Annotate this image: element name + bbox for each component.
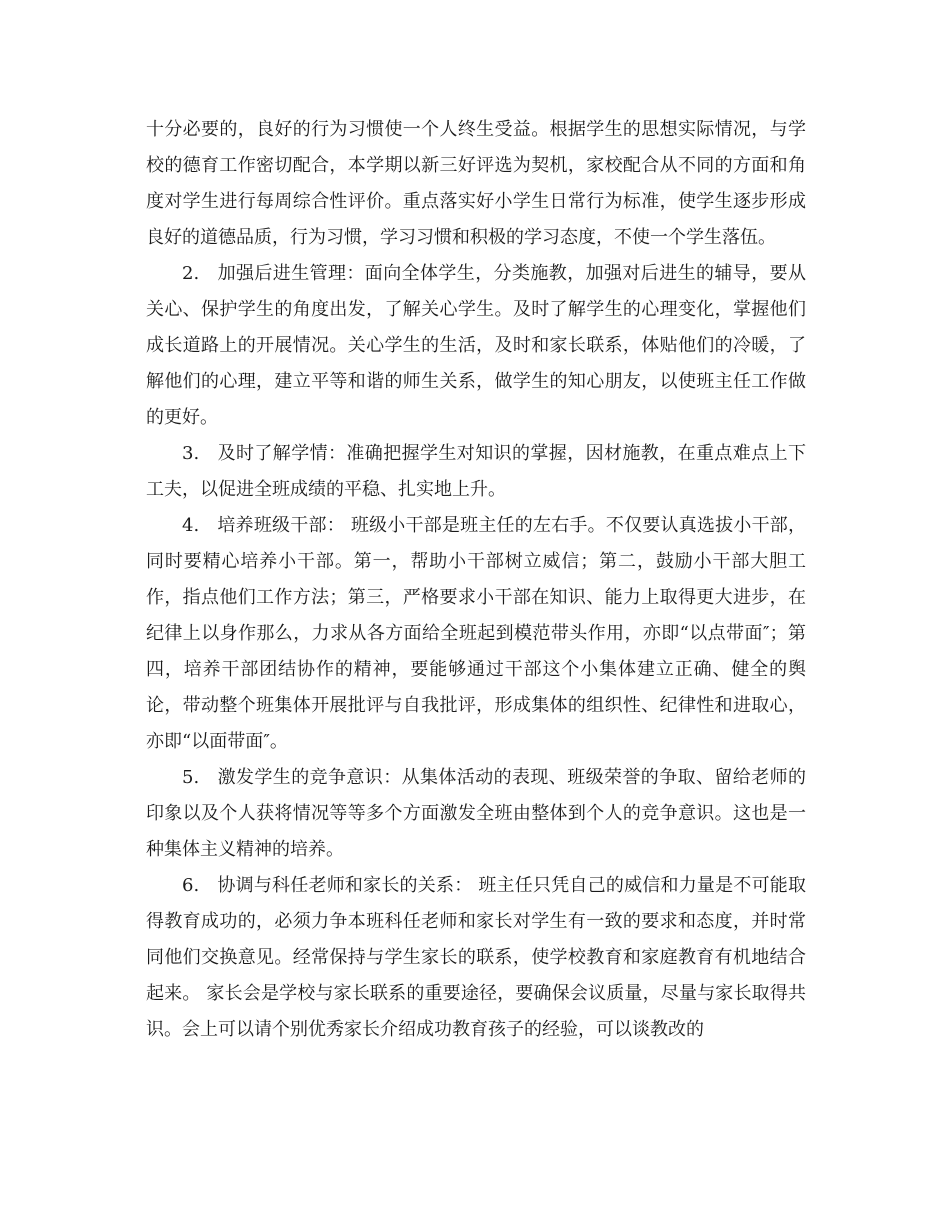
item-number: 5. bbox=[182, 767, 200, 788]
document-body bbox=[146, 112, 806, 1048]
paragraph-item-3 bbox=[146, 436, 806, 508]
paragraph-text: 加强后进生管理：面向全体学生，分类施教，加强对后进生的辅导，要从关心、保护学生的角度出发，了解关心学生。及时了解学生的心理变化，掌握他们成长道路上的开展情况。关心学生的生活，及时和家长联系，体贴他们的冷暖，了解他们的心理，建立平等和谐的师生关系，做学生的知心朋友，以使班主任工作做的更好。 bbox=[146, 263, 806, 428]
paragraph-item-2 bbox=[146, 256, 806, 436]
paragraph-intro bbox=[146, 112, 806, 256]
paragraph-item-6 bbox=[146, 868, 806, 1048]
item-number: 3. bbox=[182, 443, 200, 464]
paragraph-item-4 bbox=[146, 508, 806, 760]
item-number: 2. bbox=[182, 263, 200, 284]
paragraph-text: 及时了解学情：准确把握学生对知识的掌握，因材施教，在重点难点上下工夫，以促进全班成绩的平稳、扎实地上升。 bbox=[146, 443, 806, 500]
paragraph-text: 激发学生的竞争意识：从集体活动的表现、班级荣誉的争取、留给老师的印象以及个人获将情况等等多个方面激发全班由整体到个人的竞争意识。这也是一种集体主义精神的培养。 bbox=[146, 767, 806, 860]
item-number: 6. bbox=[182, 875, 200, 896]
paragraph-text: 培养班级干部： 班级小干部是班主任的左右手。不仅要认真选拔小干部，同时要精心培养小干部。第一，帮助小干部树立威信；第二，鼓励小干部大胆工作，指点他们工作方法；第三，严格要求小干部在知识、能力上取得更大进步，在纪律上以身作那么，力求从各方面给全班起到模范带头作用，亦即“以点带面″；第四，培养干部团结协作的精神，要能够通过干部这个小集体建立正确、健全的舆论，带动整个班集体开展批评与自我批评，形成集体的组织性、纪律性和进取心，亦即“以面带面″。 bbox=[146, 515, 806, 752]
paragraph-item-5 bbox=[146, 760, 806, 868]
paragraph-text: 协调与科任老师和家长的关系： 班主任只凭自己的威信和力量是不可能取得教育成功的，必须力争本班科任老师和家长对学生有一致的要求和态度，并时常同他们交换意见。经常保持与学生家长的联系，使学校教育和家庭教育有机地结合起来。 家长会是学校与家长联系的重要途径，要确保会议质量，尽量与家长取得共识。会上可以请个别优秀家长介绍成功教育孩子的经验，可以谈教改的 bbox=[146, 875, 806, 1040]
paragraph-text: 十分必要的，良好的行为习惯使一个人终生受益。根据学生的思想实际情况，与学校的德育工作密切配合，本学期以新三好评选为契机，家校配合从不同的方面和角度对学生进行每周综合性评价。重点落实好小学生日常行为标准，使学生逐步形成良好的道德品质，行为习惯，学习习惯和积极的学习态度，不使一个学生落伍。 bbox=[146, 119, 806, 248]
item-number: 4. bbox=[182, 515, 200, 536]
